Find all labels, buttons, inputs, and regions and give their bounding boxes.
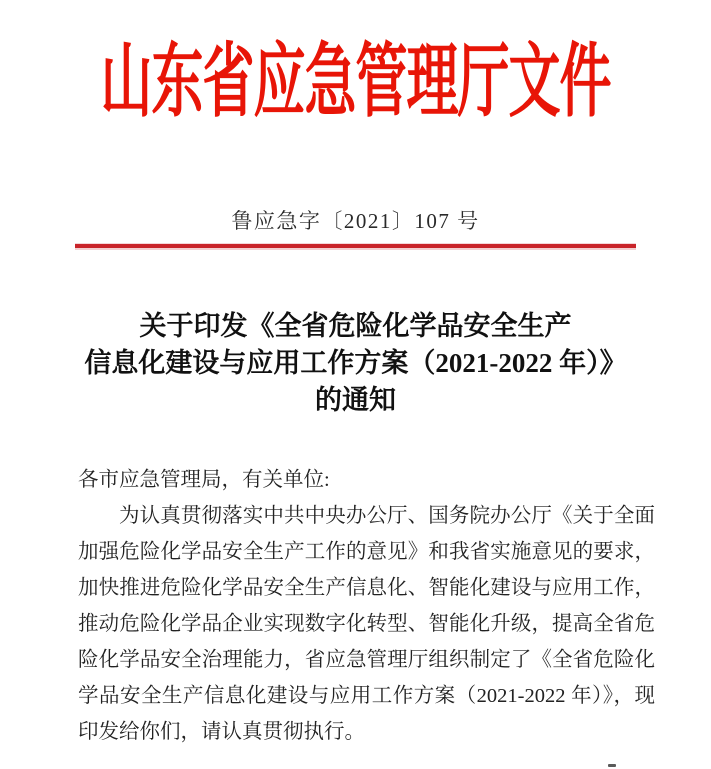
document-number: 鲁应急字〔2021〕107 号 [231,209,480,233]
scan-artifact-speck [608,764,616,767]
title-line-1: 关于印发《全省危险化学品安全生产 [139,311,572,341]
body-line: 加强危险化学品安全生产工作的意见》和我省实施意见的要求， [78,541,655,563]
red-divider-rule [75,244,636,248]
body-line: 为认真贯彻落实中共中央办公厅、国务院办公厅《关于全面 [119,505,655,527]
title-line-3: 的通知 [315,385,396,415]
body-line: 学品安全生产信息化建设与应用工作方案（2021-2022 年）》，现 [78,685,655,707]
document-body [78,462,655,750]
red-masthead [0,39,711,128]
body-line: 印发给你们，请认真贯彻执行。 [78,721,365,743]
body-line: 推动危险化学品企业实现数字化转型、智能化升级，提高全省危 [78,613,655,635]
body-line: 加快推进危险化学品安全生产信息化、智能化建设与应用工作， [78,577,655,599]
masthead-title: 山东省应急管理厅文件 [100,39,611,128]
body-line: 险化学品安全治理能力，省应急管理厅组织制定了《全省危险化 [78,649,655,671]
document-title [0,308,711,419]
salutation-line: 各市应急管理局，有关单位: [78,469,330,491]
title-line-2: 信息化建设与应用工作方案（2021-2022 年）》 [84,348,627,378]
